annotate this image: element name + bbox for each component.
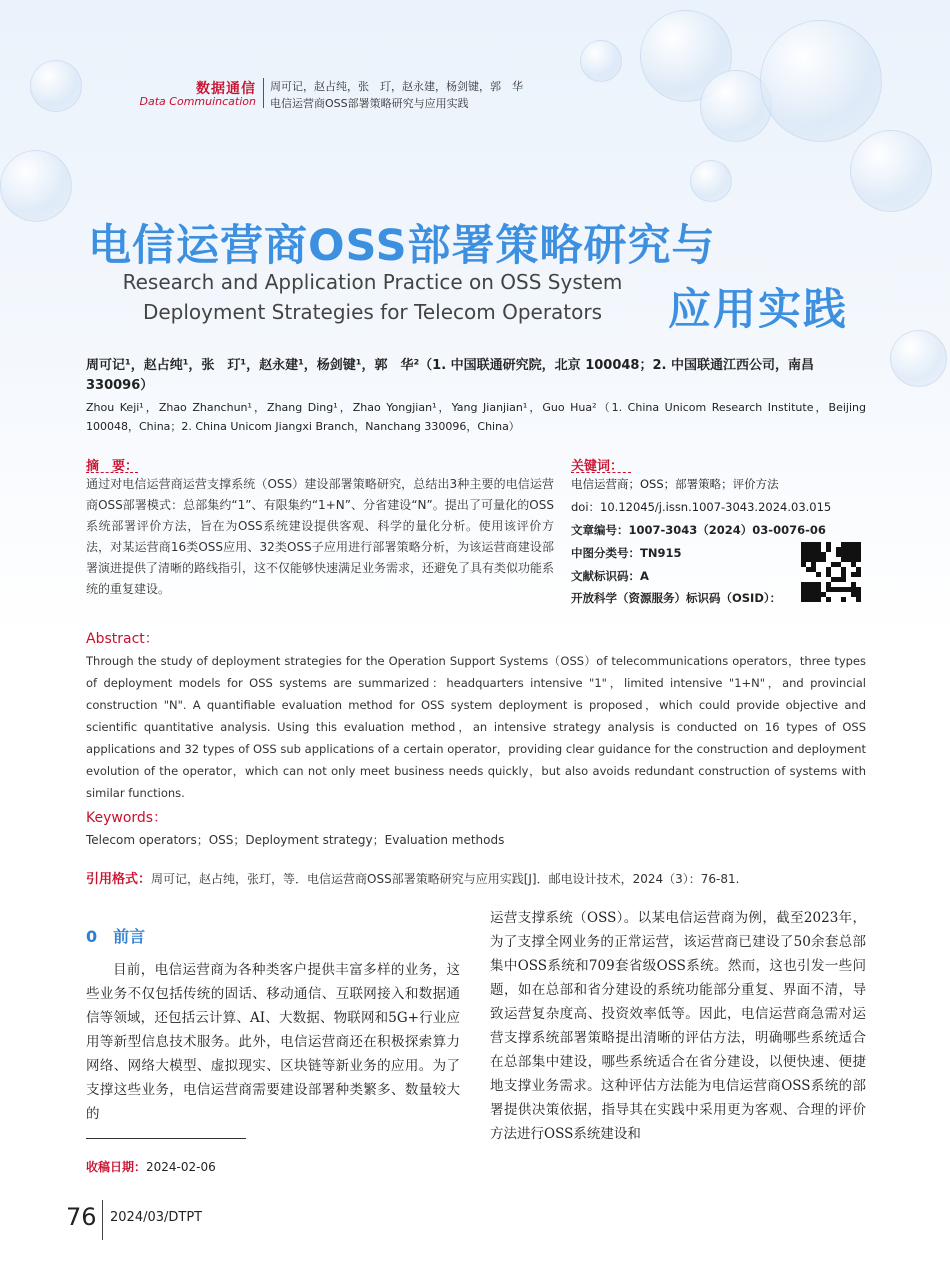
- running-head-title: 电信运营商OSS部署策略研究与应用实践: [270, 97, 469, 110]
- citation-text: 周可记，赵占纯，张玎，等．电信运营商OSS部署策略研究与应用实践[J]．邮电设计技术，2024（3）：76-81.: [151, 872, 740, 886]
- journal-name-en: Data Commuincation: [139, 95, 256, 108]
- citation: [86, 868, 739, 887]
- title-en-line1: Research and Application Practice on OSS System: [122, 270, 623, 294]
- keywords-en-text: Telecom operators；OSS；Deployment strategy；Evaluation methods: [86, 833, 505, 847]
- received-date: [86, 1158, 216, 1175]
- decorative-bubble: [30, 60, 82, 112]
- received-value: 2024-02-06: [146, 1160, 216, 1174]
- article-number: 文章编号：1007-3043（2024）03-0076-06: [571, 523, 826, 537]
- clc-number: 中图分类号：TN915: [571, 546, 682, 560]
- journal-name-cn: 数据通信: [196, 81, 256, 97]
- footnote-rule: [86, 1138, 246, 1139]
- body-text-left: 目前，电信运营商为各种类客户提供丰富多样的业务，这些业务不仅包括传统的固话、移动通信、互联网接入和数据通信等领域，还包括云计算、AI、大数据、物联网和5G+行业应用等新型信息技术服务。此外，电信运营商还在积极探索算力网络、网络大模型、虚拟现实、区块链等新业务的应用。为了支撑这些业务，电信运营商需要建设部署种类繁多、数量较大的: [86, 962, 460, 1122]
- abstract-cn-text: 通过对电信运营商运营支撑系统（OSS）建设部署策略研究，总结出3种主要的电信运营商OSS部署模式：总部集约“1”、有限集约“1+N”、分省建设“N”。提出了可量化的OSS系统部署评价方法，旨在为OSS系统建设提供客观、科学的量化分析。使用该评价方法，对某运营商16类OSS应用、32类OSS子应用进行部署策略分析，为该运营商建设部署演进提供了清晰的路线指引，这不仅能够快速满足业务需求，还避免了具有类似功能系统的重复建设。: [86, 477, 555, 596]
- osid-qr-code-icon[interactable]: [801, 542, 861, 602]
- title-cn-line2: 应用实践: [668, 285, 848, 335]
- abstract-label-underline: [86, 472, 138, 473]
- decorative-bubble: [0, 150, 72, 222]
- page-number: 76: [66, 1203, 97, 1231]
- section-heading: 0 前言: [86, 927, 146, 946]
- keywords-cn-label: 关键词：: [571, 459, 624, 474]
- decorative-bubble: [690, 160, 732, 202]
- keywords-label-underline: [571, 472, 631, 473]
- citation-label: 引用格式：: [86, 872, 152, 887]
- running-head-authors: 周可记，赵占纯，张 玎，赵永建，杨剑键，郭 华: [270, 80, 523, 93]
- document-code: 文献标识码：A: [571, 569, 649, 583]
- received-label: 收稿日期：: [86, 1160, 147, 1174]
- keywords-cn-text: 电信运营商；OSS；部署策略；评价方法: [571, 477, 779, 491]
- header-divider: [263, 78, 264, 108]
- decorative-bubble: [890, 330, 947, 387]
- issue-code: 2024/03/DTPT: [110, 1210, 203, 1225]
- decorative-bubble: [850, 130, 932, 212]
- body-text-right: 运营支撑系统（OSS）。以某电信运营商为例，截至2023年，为了支撑全网业务的正常运营，该运营商已建设了50余套总部集中OSS系统和709套省级OSS系统。然而，这也引发一些问题，如在总部和省分建设的系统功能部分重复、界面不清，导致运营复杂度高、投资效率低等。因此，电信运营商急需对运营支撑系统部署策略提出清晰的评估方法，明确哪些系统适合在总部集中建设，哪些系统适合在省分建设，以便快速、便捷地支撑业务需求。这种评估方法能为电信运营商OSS系统的部署提供决策依据，指导其在实践中采用更为客观、合理的评价方法进行OSS系统建设和: [490, 910, 866, 1142]
- title-cn-line1: 电信运营商OSS部署策略研究与: [88, 221, 716, 271]
- abstract-en-label: Abstract：: [86, 631, 159, 647]
- abstract-en-text: Through the study of deployment strategies for the Operation Support Systems（OSS）of telecommunications operators，three types of deployment models for OSS systems are summarized：headquarters intensive "1"，limited intensive "1+N"，and provincial construction "N". A quantifiable evaluation method for OSS system deployment is proposed，which could provide objective and scientific quantitative analysis. Using this evaluation method，an intensive strategy analysis is conducted on 16 types of OSS applications and 32 types of OSS sub applications of a certain operator，providing clear guidance for the construction and deployment evolution of the operator，which can not only meet business needs quickly，but also avoids redundant construction of systems with similar functions.: [86, 654, 866, 800]
- authors-cn: 周可记¹，赵占纯¹，张 玎¹，赵永建¹，杨剑键¹，郭 华²（1. 中国联通研究院，北京 100048；2. 中国联通江西公司，南昌 330096）: [86, 358, 814, 393]
- authors-en: Zhou Keji¹，Zhao Zhanchun¹，Zhang Ding¹，Zhao Yongjian¹，Yang Jianjian¹，Guo Hua²（1. China Unicom Research Institute，Beijing 100048，China；2. China Unicom Jiangxi Branch，Nanchang 330096，China）: [86, 401, 866, 433]
- footer-divider: [102, 1200, 103, 1240]
- abstract-cn-label: 摘 要：: [86, 459, 139, 474]
- osid-label: 开放科学（资源服务）标识码（OSID）：: [571, 591, 782, 605]
- decorative-bubble: [760, 20, 882, 142]
- keywords-en-label: Keywords：: [86, 810, 168, 826]
- title-en-line2: Deployment Strategies for Telecom Operators: [142, 300, 603, 324]
- decorative-bubble: [580, 40, 622, 82]
- doi[interactable]: doi：10.12045/j.issn.1007-3043.2024.03.015: [571, 500, 832, 514]
